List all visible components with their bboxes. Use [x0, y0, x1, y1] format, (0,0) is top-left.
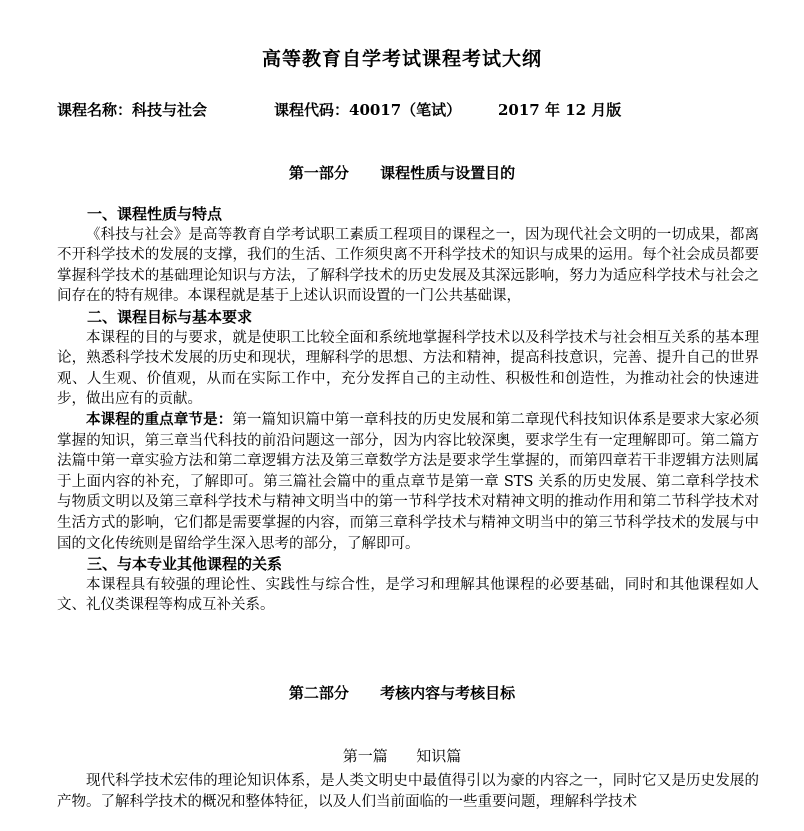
- part-two-heading: 第二部分 考核内容与考核目标: [288, 684, 516, 702]
- part-two-body: [57, 771, 759, 812]
- course-name: 课程名称：科技与社会: [57, 101, 208, 119]
- section-text-nature: 《科技与社会》是高等教育自学考试职工素质工程项目的课程之一，因为现代社会文明的一切成果，都离不开科学技术的发展的支撑，我们的生活、工作须臾离不开科学技术的知识与成果的运用。每个社会成员都要掌握科学技术的基础理论知识与方法，了解科学技术的历史发展及其深远影响，努力为适应科学技术与社会之间存在的特有规律。本课程就是基于上述认识而设置的一门公共基础课，: [57, 226, 759, 305]
- section-heading-nature: 一、课程性质与特点: [87, 205, 223, 223]
- key-chapters-text: 第一篇知识篇中第一章科技的历史发展和第二章现代科技知识体系是要求大家必须掌握的知识，第三章当代科技的前沿问题这一部分，因为内容比较深奥，要求学生有一定理解即可。第二篇方法篇中第一章实验方法和第二章逻辑方法及第三章数学方法是要求学生掌握的，而第四章若干非逻辑方法则属于上面内容的补充，了解即可。第三篇社会篇中的重点章节是第一章 STS 关系的历史发展、第二章科学技术与物质文明以及第三章科学技术与精神文明当中的第一节科学技术对精神文明的推动作用和第二节科学技术对生活方式的影响，它们都是需要掌握的内容，而第三章科学技术与精神文明当中的第三节科学技术的发展与中国的文化传统则是留给学生深入思考的部分，了解即可。: [57, 411, 760, 552]
- key-chapters-label: 本课程的重点章节是：: [86, 410, 233, 428]
- section-text-goals: 本课程的目的与要求，就是使职工比较全面和系统地掌握科学技术以及科学技术与社会相互关系的基本理论，熟悉科学技术发展的历史和现状，理解科学的思想、方法和精神，提高科技意识，完善、提升自己的世界观、人生观、价值观，从而在实际工作中，充分发挥自己的主动性、积极性和创造性，为推动社会的快速进步，做出应有的贡献。: [57, 329, 759, 408]
- section-heading-relations: 三、与本专业其他课程的关系: [87, 555, 283, 574]
- course-version: 2017 年 12 月版: [498, 101, 622, 119]
- course-code: 课程代码：40017（笔试）: [274, 101, 462, 119]
- key-chapters-paragraph: [57, 410, 759, 554]
- part-one-heading: 第一部分 课程性质与设置目的: [288, 164, 516, 182]
- chapter-heading-knowledge: 第一篇 知识篇: [342, 747, 462, 765]
- section-heading-goals: 二、课程目标与基本要求: [87, 307, 253, 326]
- part-one-body: [57, 204, 759, 616]
- section-text-relations: 本课程具有较强的理论性、实践性与综合性，是学习和理解其他课程的必要基础，同时和其他课程如人文、礼仪类课程等构成互补关系。: [57, 576, 759, 614]
- knowledge-intro-text: 现代科学技术宏伟的理论知识体系，是人类文明史中最值得引以为豪的内容之一，同时它又是历史发展的产物。了解科学技术的概况和整体特征，以及人们当前面临的一些重要问题，理解科学技术: [57, 773, 759, 810]
- document-title: 高等教育自学考试课程考试大纲: [261, 48, 542, 70]
